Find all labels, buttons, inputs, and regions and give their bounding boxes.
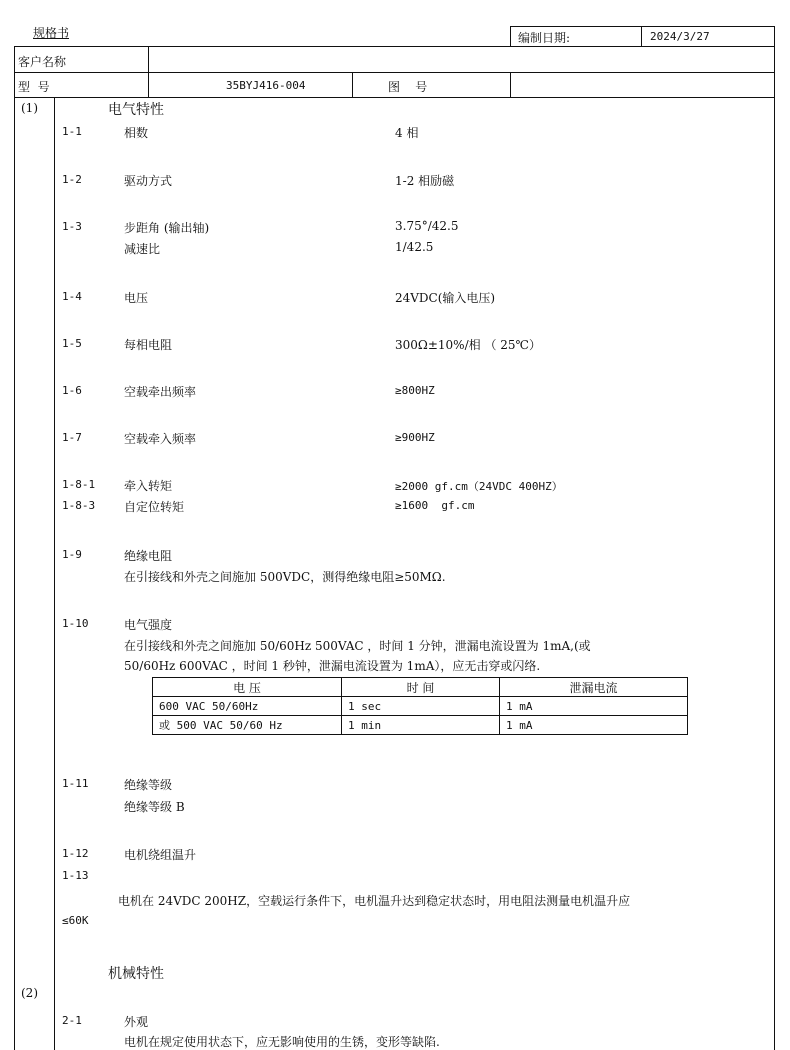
table-header-row (153, 678, 688, 697)
date-label: 编制日期: (518, 31, 571, 45)
item-1-12-label: 电机绕组温升 (124, 848, 197, 862)
item-1-6-label: 空载牵出频率 (124, 385, 197, 399)
drawing-label: 图 号 (388, 80, 428, 94)
table-cell: 或 500 VAC 50/60 Hz (153, 716, 342, 735)
item-1-8-3-label: 自定位转矩 (124, 500, 185, 514)
item-1-12-number: 1-12 (62, 847, 89, 860)
item-1-9-label: 绝缘电阻 (124, 549, 173, 563)
item-1-11-label: 绝缘等级 (124, 778, 173, 792)
item-1-5-value: 300Ω±10%/相 （ 25℃） (395, 338, 541, 352)
table-header-cell: 泄漏电流 (500, 678, 688, 697)
item-1-3-label: 步距角 (输出轴) (124, 221, 210, 235)
table-row (153, 697, 688, 716)
table-cell: 1 mA (500, 697, 688, 716)
table-cell: 1 min (342, 716, 500, 735)
item-1-5-label: 每相电阻 (124, 338, 173, 352)
item-1-4-number: 1-4 (62, 290, 82, 303)
item-1-7-value: ≥900HZ (395, 431, 435, 444)
item-2-1-text: 电机在规定使用状态下，应无影响使用的生锈，变形等缺陷. (124, 1035, 440, 1049)
model-value: 35BYJ416-004 (226, 79, 306, 92)
item-1-13-text-2: ≤60K (62, 914, 89, 927)
date-value: 2024/3/27 (650, 30, 710, 43)
item-1-1-value: 4 相 (395, 126, 419, 140)
item-1-3-value: 3.75°/42.5 (395, 219, 459, 233)
item-1-2-value: 1-2 相励磁 (395, 174, 455, 188)
item-1-7-number: 1-7 (62, 431, 82, 444)
item-1-2-number: 1-2 (62, 173, 82, 186)
item-1-7-label: 空载牵入频率 (124, 432, 197, 446)
table-cell: 1 mA (500, 716, 688, 735)
item-1-8-1-value: ≥2000 gf.cm（24VDC 400HZ） (395, 480, 563, 493)
item-1-8-1-label: 牵入转矩 (124, 479, 173, 493)
item-1-13-number: 1-13 (62, 869, 89, 882)
item-1-6-value: ≥800HZ (395, 384, 435, 397)
table-row (153, 716, 688, 735)
table-cell: 1 sec (342, 697, 500, 716)
section-2-number: (2) (21, 986, 38, 1000)
section-1-title: 电气特性 (108, 102, 164, 118)
item-1-11-number: 1-11 (62, 777, 89, 790)
document-title: 规格书 (33, 26, 70, 40)
item-1-1-number: 1-1 (62, 125, 82, 138)
item-1-10-text-2: 50/60Hz 600VAC ，时间 1 秒钟，泄漏电流设置为 1mA），应无击穿或闪络. (124, 659, 541, 673)
item-1-4-value: 24VDC(输入电压) (395, 291, 496, 305)
item-1-8-3-value: ≥1600 gf.cm (395, 499, 475, 512)
table-header-cell: 电 压 (153, 678, 342, 697)
item-1-6-number: 1-6 (62, 384, 82, 397)
item-2-1-number: 2-1 (62, 1014, 82, 1027)
item-1-9-text: 在引接线和外壳之间施加 500VDC，测得绝缘电阻≥50MΩ. (124, 570, 446, 584)
table-header-cell: 时 间 (342, 678, 500, 697)
customer-label: 客户名称 (18, 55, 67, 69)
item-1-3-number: 1-3 (62, 220, 82, 233)
section-2-title: 机械特性 (108, 966, 164, 982)
item-1-10-label: 电气强度 (124, 618, 173, 632)
item-1-1-label: 相数 (124, 126, 149, 140)
item-1-13-text-1: 电机在 24VDC 200HZ，空载运行条件下，电机温升达到稳定状态时，用电阻法测量电机温升应 (118, 894, 631, 908)
item-1-2-label: 驱动方式 (124, 174, 173, 188)
item-1-8-1-number: 1-8-1 (62, 478, 96, 491)
item-1-3-value2: 1/42.5 (395, 240, 434, 254)
item-2-1-label: 外观 (124, 1015, 149, 1029)
item-1-10-text-1: 在引接线和外壳之间施加 50/60Hz 500VAC ，时间 1 分钟，泄漏电流设置为 1mA,(或 (124, 639, 591, 653)
table-cell: 600 VAC 50/60Hz (153, 697, 342, 716)
item-1-9-number: 1-9 (62, 548, 82, 561)
item-1-8-3-number: 1-8-3 (62, 499, 96, 512)
item-1-5-number: 1-5 (62, 337, 82, 350)
item-1-11-text: 绝缘等级 B (124, 800, 185, 814)
item-1-3-label2: 减速比 (124, 242, 161, 256)
item-1-10-number: 1-10 (62, 617, 89, 630)
section-1-number: (1) (21, 101, 38, 115)
hipot-table (152, 677, 688, 735)
item-1-4-label: 电压 (124, 291, 149, 305)
model-label: 型 号 (18, 80, 50, 94)
